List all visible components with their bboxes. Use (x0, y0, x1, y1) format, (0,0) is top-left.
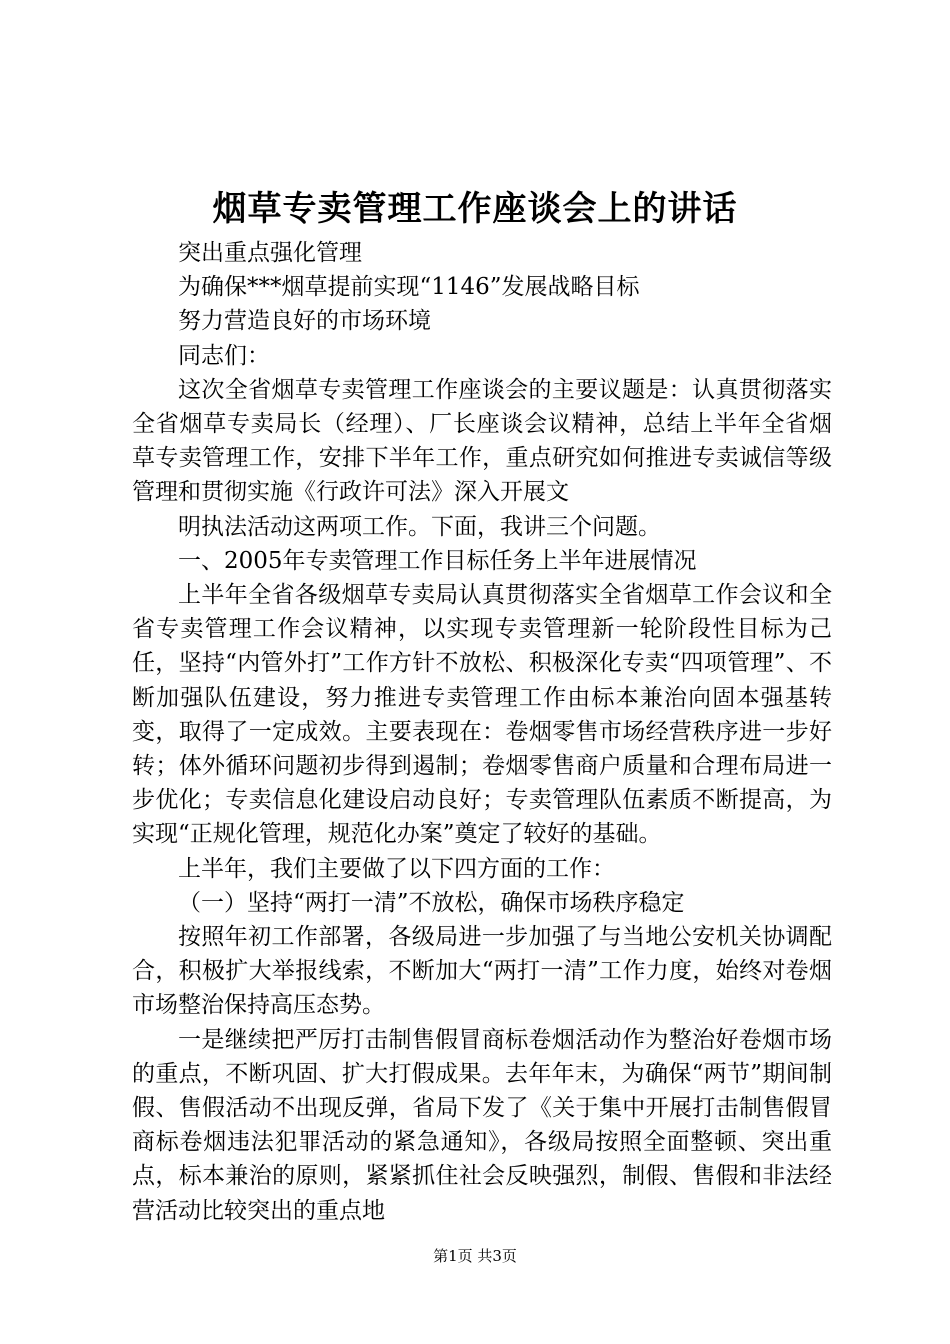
paragraph: 为确保***烟草提前实现“1146”发展战略目标 (178, 274, 640, 301)
paragraph: （一）坚持“两打一清”不放松，确保市场秩序稳定 (178, 889, 685, 916)
document-body (132, 236, 832, 1228)
paragraph: 上半年全省各级烟草专卖局认真贯彻落实全省烟草工作会议和全省专卖管理工作会议精神，以实现专卖管理新一轮阶段性目标为己任，坚持“内管外打”工作方针不放松、积极深化专卖“四项管理”、不断加强队伍建设，努力推进专卖管理工作由标本兼治向固本强基转变，取得了一定成效。主要表现在：卷烟零售市场经营秩序进一步好转；体外循环问题初步得到遏制；卷烟零售商户质量和合理布局进一步优化；专卖信息化建设启动良好；专卖管理队伍素质不断提高，为实现“正规化管理，规范化办案”奠定了较好的基础。 (132, 582, 832, 848)
paragraph: 这次全省烟草专卖管理工作座谈会的主要议题是：认真贯彻落实全省烟草专卖局长（经理）、厂长座谈会议精神，总结上半年全省烟草专卖管理工作，安排下半年工作，重点研究如何推进专卖诚信等级管理和贯彻实施《行政许可法》深入开展文 (132, 376, 832, 506)
paragraph: 同志们： (178, 342, 270, 369)
page-number-footer: 第1页 共3页 (433, 1247, 517, 1265)
paragraph: 一、2005年专卖管理工作目标任务上半年进展情况 (178, 547, 697, 574)
paragraph: 按照年初工作部署，各级局进一步加强了与当地公安机关协调配合，积极扩大举报线索，不断加大“两打一清”工作力度，始终对卷烟市场整治保持高压态势。 (132, 924, 832, 1019)
paragraph: 突出重点强化管理 (178, 240, 362, 266)
page-title: 烟草专卖管理工作座谈会上的讲话 (212, 189, 738, 229)
paragraph: 一是继续把严厉打击制售假冒商标卷烟活动作为整治好卷烟市场的重点，不断巩固、扩大打假成果。去年年末，为确保“两节”期间制假、售假活动不出现反弹，省局下发了《关于集中开展打击制售假冒商标卷烟违法犯罪活动的紧急通知》，各级局按照全面整顿、突出重点，标本兼治的原则，紧紧抓住社会反映强烈，制假、售假和非法经营活动比较突出的重点地 (132, 1026, 832, 1224)
paragraph: 努力营造良好的市场环境 (178, 308, 431, 335)
paragraph: 明执法活动这两项工作。下面，我讲三个问题。 (178, 513, 661, 540)
paragraph: 上半年，我们主要做了以下四方面的工作： (178, 855, 615, 882)
